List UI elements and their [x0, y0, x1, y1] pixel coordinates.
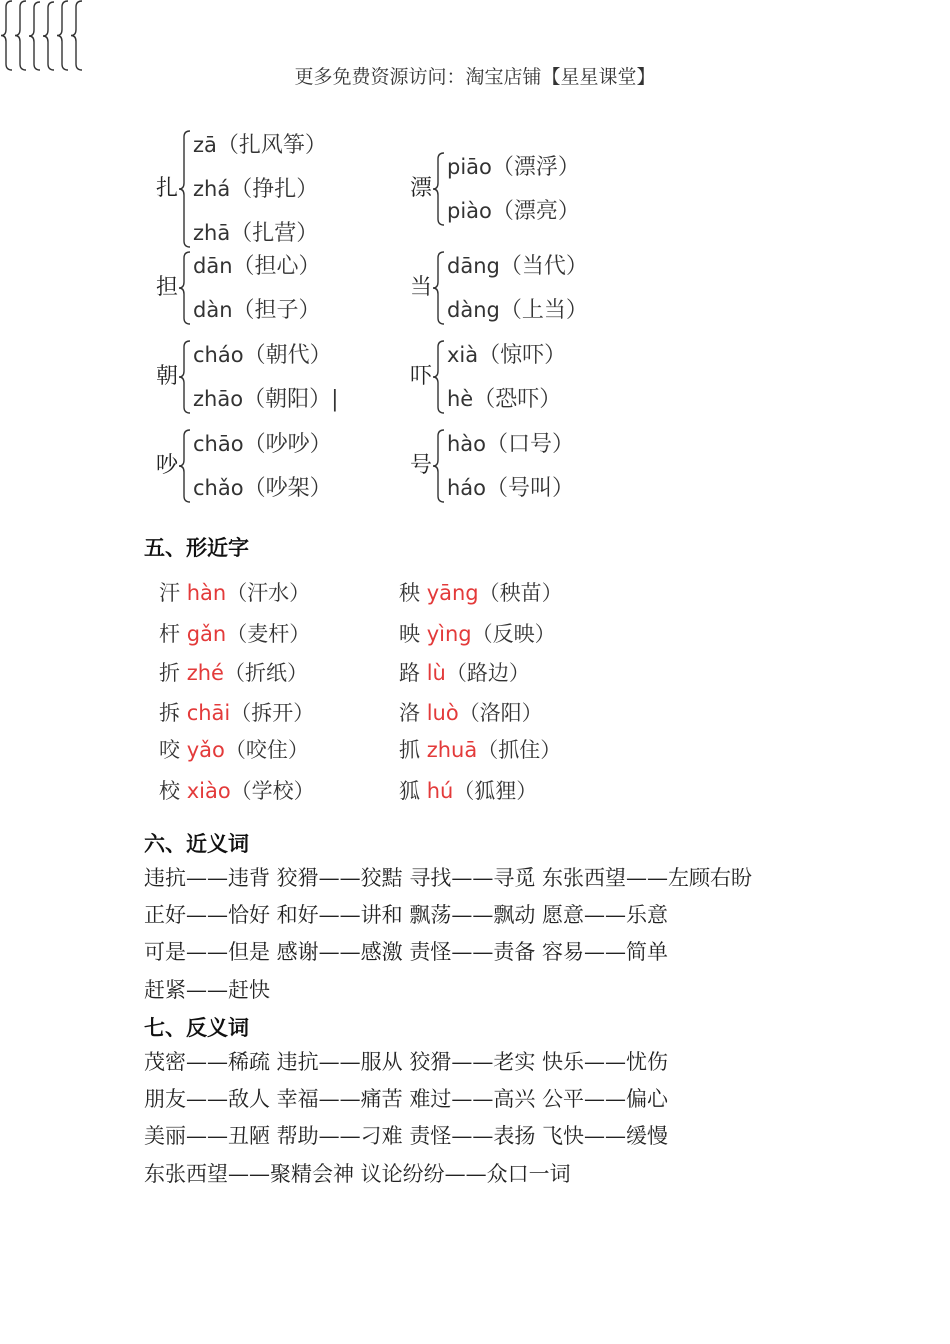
pinyin: yìng: [426, 622, 472, 646]
pinyin: zhuā: [426, 738, 478, 762]
pinyin: piào: [447, 199, 492, 223]
similar-char: 抓: [399, 738, 420, 762]
pinyin: luò: [426, 701, 459, 725]
similar-char: 秧: [399, 581, 420, 605]
pinyin: chǎo: [193, 476, 244, 500]
brace-icon: [432, 152, 446, 226]
example-word: （挣扎）: [230, 177, 319, 202]
example-word: （抓住）: [477, 738, 562, 762]
polyphone-char: 吓: [410, 364, 433, 389]
similar-char: 洛: [399, 701, 420, 725]
antonym-line: 茂密——稀疏 违抗——服从 狡猾——老实 快乐——忧伤: [144, 1050, 669, 1074]
pinyin: cháo: [193, 343, 244, 367]
brace-icon: [14, 0, 28, 71]
pinyin: xiào: [186, 779, 231, 803]
polyphone-reading: [193, 475, 332, 502]
example-word: （拆开）: [230, 701, 315, 725]
section-title-synonyms: 六、近义词: [144, 831, 249, 856]
pinyin: zhá: [193, 177, 231, 201]
similar-char: 折: [159, 661, 180, 685]
similar-char-entry: [159, 778, 315, 804]
synonym-line: 违抗——违背 狡猾——狡黠 寻找——寻觅 东张西望——左顾右盼: [144, 866, 753, 890]
similar-char-entry: [159, 580, 310, 606]
polyphone-reading: [193, 132, 327, 159]
similar-char-entry: [159, 621, 310, 647]
pinyin: zā: [193, 133, 217, 157]
antonym-line: 东张西望——聚精会神 议论纷纷——众口一词: [144, 1162, 571, 1186]
similar-char-entry: [399, 621, 556, 647]
polyphone-reading: [447, 342, 566, 369]
polyphone-char: 担: [156, 275, 179, 300]
similar-char-entry: [159, 660, 308, 686]
similar-char: 杆: [159, 622, 180, 646]
similar-char-entry: [399, 700, 543, 726]
pinyin: piāo: [447, 155, 492, 179]
example-word: （吵吵）: [243, 432, 332, 457]
similar-char: 映: [399, 622, 420, 646]
pinyin: dàng: [447, 298, 500, 322]
pinyin: yāng: [426, 581, 479, 605]
polyphone-char: 朝: [156, 364, 179, 389]
synonym-line: 赶紧——赶快: [144, 978, 270, 1002]
example-word: （当代）: [499, 254, 588, 279]
brace-icon: [432, 429, 446, 503]
brace-icon: [178, 429, 192, 503]
example-word: （扎风筝）: [216, 133, 327, 158]
similar-char: 狐: [399, 779, 420, 803]
pinyin: hàn: [186, 581, 227, 605]
antonym-line: 美丽——丑陋 帮助——刁难 责怪——表扬 飞快——缓慢: [144, 1124, 669, 1148]
example-word: （狐狸）: [453, 779, 538, 803]
polyphone-reading: [193, 431, 332, 458]
pinyin: chāo: [193, 432, 244, 456]
similar-char: 校: [159, 779, 180, 803]
polyphone-reading: [447, 198, 580, 225]
example-word: （反映）: [471, 622, 556, 646]
polyphone-reading: [193, 297, 321, 324]
polyphone-reading: [447, 154, 580, 181]
example-word: （扎营）: [230, 221, 319, 246]
pinyin: chāi: [186, 701, 231, 725]
example-word: （担心）: [232, 254, 321, 279]
polyphone-reading: [447, 475, 574, 502]
polyphone-reading: [447, 431, 574, 458]
polyphone-reading: [447, 386, 561, 413]
pinyin: zhā: [193, 221, 231, 245]
brace-icon: [42, 1, 56, 71]
similar-char-entry: [399, 580, 563, 606]
pinyin: hào: [447, 432, 487, 456]
brace-icon: [0, 0, 14, 71]
pinyin: háo: [447, 476, 487, 500]
polyphone-char: 当: [410, 275, 433, 300]
pinyin: lù: [426, 661, 446, 685]
pinyin: hú: [426, 779, 454, 803]
pinyin: xià: [447, 343, 479, 367]
brace-icon: [178, 251, 192, 325]
synonym-line: 可是——但是 感谢——感激 责怪——责备 容易——简单: [144, 940, 669, 964]
pinyin: zhé: [186, 661, 224, 685]
polyphone-reading: [447, 297, 588, 324]
brace-icon: [432, 340, 446, 414]
example-word: （漂浮）: [491, 155, 580, 180]
example-word: （折纸）: [223, 661, 308, 685]
example-word: （学校）: [230, 779, 315, 803]
polyphone-reading: [193, 220, 318, 247]
pinyin: yǎo: [186, 738, 225, 762]
pinyin: dāng: [447, 254, 500, 278]
brace-icon: [56, 0, 70, 71]
example-word: （吵架）: [243, 476, 332, 501]
brace-icon: [178, 340, 192, 414]
similar-char-entry: [399, 660, 530, 686]
polyphone-reading: [193, 253, 321, 280]
brace-icon: [432, 251, 446, 325]
polyphone-reading: [193, 386, 338, 413]
similar-char-entry: [159, 737, 309, 763]
polyphone-reading: [193, 176, 318, 203]
section-title-similar-chars: 五、形近字: [144, 535, 249, 560]
example-word: （口号）: [486, 432, 575, 457]
polyphone-char: 漂: [410, 176, 433, 201]
example-word: （担子）: [232, 298, 321, 323]
example-word: （朝代）: [243, 343, 332, 368]
example-word: （咬住）: [224, 738, 309, 762]
similar-char: 拆: [159, 701, 180, 725]
polyphone-reading: [193, 342, 332, 369]
example-word: （上当）: [499, 298, 588, 323]
polyphone-reading: [447, 253, 588, 280]
similar-char: 路: [399, 661, 420, 685]
polyphone-char: 扎: [156, 176, 179, 201]
brace-icon: [70, 0, 84, 71]
brace-icon: [28, 1, 42, 71]
pinyin: dàn: [193, 298, 233, 322]
example-word: （漂亮）: [491, 199, 580, 224]
similar-char-entry: [399, 737, 561, 763]
section-title-antonyms: 七、反义词: [144, 1015, 249, 1040]
example-word: （秧苗）: [478, 581, 563, 605]
page-header: 更多免费资源访问：淘宝店铺【星星课堂】: [294, 66, 656, 88]
example-word: （路边）: [445, 661, 530, 685]
synonym-line: 正好——恰好 和好——讲和 飘荡——飘动 愿意——乐意: [144, 903, 669, 927]
example-word: （汗水）: [226, 581, 311, 605]
similar-char-entry: [159, 700, 314, 726]
example-word: （惊吓）: [478, 343, 567, 368]
example-word: （恐吓）: [473, 387, 562, 412]
example-word: （号叫）: [486, 476, 575, 501]
pinyin: hè: [447, 387, 474, 411]
polyphone-char: 吵: [156, 453, 179, 478]
pinyin: zhāo: [193, 387, 244, 411]
polyphone-char: 号: [410, 453, 433, 478]
example-word: （洛阳）: [458, 701, 543, 725]
similar-char: 咬: [159, 738, 180, 762]
example-word: （麦杆）: [226, 622, 311, 646]
pinyin: gǎn: [186, 622, 227, 646]
antonym-line: 朋友——敌人 幸福——痛苦 难过——高兴 公平——偏心: [144, 1087, 669, 1111]
pinyin: dān: [193, 254, 233, 278]
brace-icon: [178, 130, 192, 248]
similar-char: 汗: [159, 581, 180, 605]
similar-char-entry: [399, 778, 537, 804]
example-word: （朝阳）|: [243, 387, 339, 412]
